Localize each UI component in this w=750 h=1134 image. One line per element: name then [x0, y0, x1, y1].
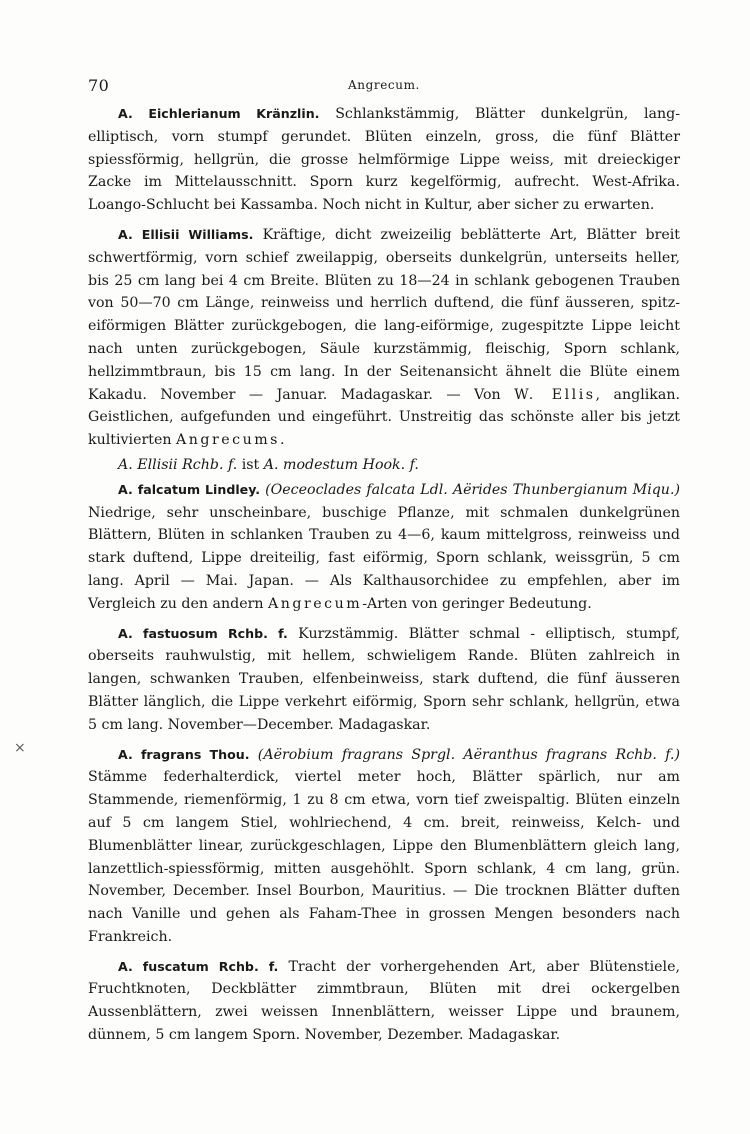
body-text — [88, 103, 680, 1054]
entry-text: Niedrige, sehr unscheinbare, buschige Pflanze, mit schmalen dunkelgrünen Blättern, Blüten in schlanken Trauben zu 4—6, kaum mittelgross, reinweiss und stark duftend, Lippe dreiteilig, fast eiförmig, Sporn schlank, weissgrün, 5 cm lang. April — Mai. Japan. — Als Kalthausorchidee zu empfehlen, aber im Vergleich zu den andern — [88, 504, 680, 612]
synonym-reference: A. modestum Hook. f. — [263, 456, 419, 473]
spaced-genus-name: Angrecum — [268, 595, 363, 612]
margin-mark: × — [14, 740, 26, 756]
entry-text: Stämme federhalterdick, viertel meter hoch, Blätter spärlich, nur am Stammende, riemenförmig, 1 zu 8 cm etwa, vorn tief zweispaltig. Blüten einzeln auf 5 cm langem Stiel, wohlriechend, 4 cm. breit, reinweiss, Kelch- und Blumenblätter linear, zurückgeschlagen, Lippe den Blumenblättern gleich lang, lanzettlich-spiessförmig, mitten ausgehöhlt. Sporn schlank, 4 cm lang, grün. November, December. Insel Bourbon, Mauritius. — Die trocknen Blätter duften nach Vanille und gehen als Faham-Thee in grossen Mengen besonders nach Frankreich. — [88, 769, 680, 945]
entry-fragrans — [88, 744, 680, 949]
entry-text: Schlankstämmig, Blätter dunkelgrün, lang-elliptisch, vorn stumpf gerundet. Blüten einzeln, gross, die fünf Blätter spiessförmig, hellgrün, die grosse helmförmige Lippe weiss, mit dreieckiger Zacke im Mittelausschnitt. Sporn kurz kegelförmig, aufrecht. West-Afrika. Loango-Schlucht bei Kassamba. Noch nicht in Kultur, aber sicher zu erwarten. — [88, 106, 680, 214]
species-name: A. Eichlerianum Kränzlin. — [118, 106, 320, 121]
entry-text: , anglikan. Geistlichen, aufgefunden und eingeführt. Unstreitig das schönste aller bis jetzt kultivierten — [88, 386, 680, 449]
species-name: A. fastuosum Rchb. f. — [118, 625, 288, 641]
spaced-genus-name: Angrecums — [176, 432, 280, 449]
entry-falcatum — [88, 479, 680, 616]
entry-eichlerianum — [88, 103, 680, 217]
entry-text: Tracht der vorhergehenden Art, aber Blütenstiele, Fruchtknoten, Deckblätter zimmtbraun, Blüten mit drei ockergelben Aussenblättern, zwei weissen Innenblättern, weisser Lippe und braunem, dünnem, 5 cm langem Sporn. November, Dezember. Madagaskar. — [88, 958, 680, 1044]
page-header — [88, 76, 680, 96]
spaced-person-name: W. Ellis — [514, 386, 596, 403]
entry-text: ist — [237, 456, 264, 473]
running-head: Angrecum. — [348, 78, 420, 92]
synonym-name: A. Ellisii Rchb. f. — [118, 456, 238, 473]
species-name: A. Ellisii Williams. — [118, 226, 254, 242]
entry-text: -Arten von geringer Bedeutung. — [362, 595, 592, 612]
species-name: A. fuscatum Rchb. f. — [118, 958, 279, 974]
entry-text: Kräftige, dicht zweizeilig beblätterte Art, Blätter breit schwertförmig, vorn schief zweilappig, oberseits dunkelgrün, unterseits heller, bis 25 cm lang bei 4 cm Breite. Blüten zu 18—24 in schlank gebogenen Trauben von 50—70 cm Länge, reinweiss und herrlich duftend, die fünf äusseren, spitz-eiförmigen Blätter zurückgebogen, die lang-eiförmige, zugespitzte Lippe leicht nach unten zurückgebogen, Säule kurzstämmig, fleischig, Sporn schlank, hellzimmtbraun, bis 15 cm lang. In der Seitenansicht ähnelt die Blüte einem Kakadu. November — Januar. Madagaskar. — Von — [88, 226, 680, 403]
species-name: A. falcatum Lindley. — [118, 481, 261, 497]
entry-text: . — [279, 432, 285, 449]
entry-ellisii-synonym-note — [88, 454, 680, 477]
synonyms: (Aërobium fragrans Sprgl. Aëranthus fragrans Rchb. f.) — [249, 746, 680, 763]
synonyms: (Oeceoclades falcata Ldl. Aërides Thunbergianum Miqu.) — [260, 481, 680, 498]
species-name: A. fragrans Thou. — [118, 746, 250, 762]
entry-text: Kurzstämmig. Blätter schmal - elliptisch, stumpf, oberseits rauhwulstig, mit hellem, schwieligem Rande. Blüten zahlreich in langen, schwanken Trauben, elfenbeinweiss, stark duftend, die fünf äusseren Blätter länglich, die Lippe verkehrt eiförmig, Sporn sehr schlank, hellgrün, etwa 5 cm lang. November—December. Madagaskar. — [88, 625, 680, 733]
page-number: 70 — [88, 76, 110, 95]
entry-fuscatum — [88, 956, 680, 1047]
entry-ellisii — [88, 224, 680, 452]
entry-fastuosum — [88, 623, 680, 737]
